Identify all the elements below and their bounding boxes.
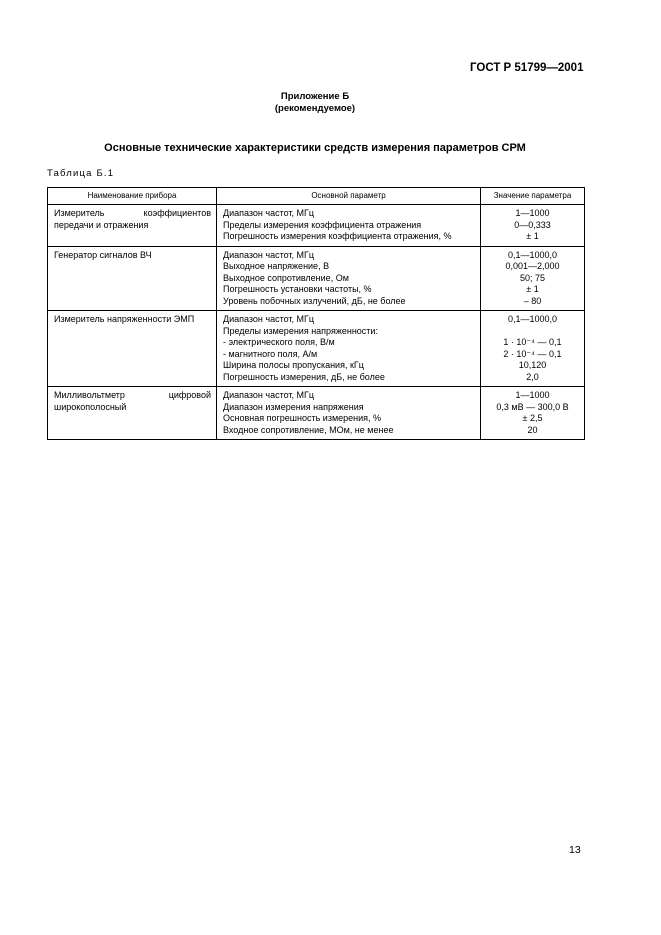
value-item: 1—1000 xyxy=(515,208,550,218)
column-header-parameter: Основной параметр xyxy=(217,188,481,205)
parameter-list xyxy=(217,246,481,311)
parameter-list xyxy=(217,205,481,247)
standard-number: ГОСТ Р 51799—2001 xyxy=(470,62,584,74)
parameter-item: Диапазон частот, МГц xyxy=(223,208,315,218)
parameter-item: Диапазон частот, МГц xyxy=(223,390,315,400)
parameter-item: Диапазон частот, МГц xyxy=(223,249,315,260)
section-heading: Основные технические характеристики средств измерения параметров СРМ xyxy=(104,142,526,154)
value-item: 2,0 xyxy=(526,371,539,382)
value-item: 1—1000 xyxy=(515,390,550,400)
device-name: Измеритель напряженности ЭМП xyxy=(48,311,217,387)
parameter-item: Диапазон частот, МГц xyxy=(223,314,315,324)
parameter-item: Погрешность измерения коэффициента отражения, % xyxy=(223,231,452,241)
parameter-item: Выходное сопротивление, Ом xyxy=(223,272,349,283)
value-item: 0,001—2,000 xyxy=(505,261,560,271)
appendix-subtitle: (рекомендуемое) xyxy=(274,103,356,114)
value-item: ± 2,5 xyxy=(522,413,543,423)
value-item: 0—0,333 xyxy=(514,219,551,230)
parameter-list xyxy=(217,387,481,440)
parameter-item: Уровень побочных излучений, дБ, не более xyxy=(223,295,406,306)
value-item: 50; 75 xyxy=(519,272,546,283)
value-item: 0,3 мВ — 300,0 В xyxy=(496,401,569,412)
parameter-item: Погрешность установки частоты, % xyxy=(223,284,372,294)
value-list xyxy=(481,311,585,387)
parameter-item: Входное сопротивление, МОм, не менее xyxy=(223,424,394,435)
parameter-item: Пределы измерения напряженности: xyxy=(223,325,378,336)
device-name: Генератор сигналов ВЧ xyxy=(48,246,217,311)
value-item: 0,1—1000,0 xyxy=(507,314,558,324)
value-list xyxy=(481,246,585,311)
value-item: 2 · 10⁻⁴ — 0,1 xyxy=(503,348,562,359)
device-name: Измеритель коэффициентов передачи и отражения xyxy=(48,205,217,247)
table-row xyxy=(48,246,585,311)
column-header-value: Значение параметра xyxy=(481,188,585,205)
value-list xyxy=(481,205,585,247)
parameter-item: Диапазон измерения напряжения xyxy=(223,401,364,412)
parameter-item: Пределы измерения коэффициента отражения xyxy=(223,219,422,230)
device-name: Милливольтметр цифровой широкополосный xyxy=(48,387,217,440)
parameter-item: Выходное напряжение, В xyxy=(223,261,330,271)
value-list xyxy=(481,387,585,440)
table-caption: Таблица Б.1 xyxy=(47,168,115,179)
parameter-list xyxy=(217,311,481,387)
table-header-row xyxy=(48,188,585,205)
value-item: ± 1 xyxy=(526,231,539,241)
value-item: 1 · 10⁻⁴ — 0,1 xyxy=(503,337,562,347)
value-item: 0,1—1000,0 xyxy=(507,249,558,260)
value-item: – 80 xyxy=(523,295,542,306)
table-row xyxy=(48,387,585,440)
value-item: 10,120 xyxy=(518,360,547,370)
value-item: 20 xyxy=(527,424,538,435)
appendix-title: Приложение Б xyxy=(280,91,350,102)
value-item: ± 1 xyxy=(526,284,539,294)
parameter-item: - электрического поля, В/м xyxy=(223,337,335,347)
table-row xyxy=(48,205,585,247)
column-header-device: Наименование прибора xyxy=(48,188,217,205)
parameter-item: - магнитного поля, А/м xyxy=(223,348,318,359)
table-row xyxy=(48,311,585,387)
parameter-item: Ширина полосы пропускания, кГц xyxy=(223,360,364,370)
page-number: 13 xyxy=(569,844,581,856)
appendix-block xyxy=(0,91,630,115)
parameter-item: Погрешность измерения, дБ, не более xyxy=(223,371,385,382)
value-item xyxy=(483,326,582,338)
characteristics-table xyxy=(47,187,585,440)
parameter-item: Основная погрешность измерения, % xyxy=(223,413,382,423)
